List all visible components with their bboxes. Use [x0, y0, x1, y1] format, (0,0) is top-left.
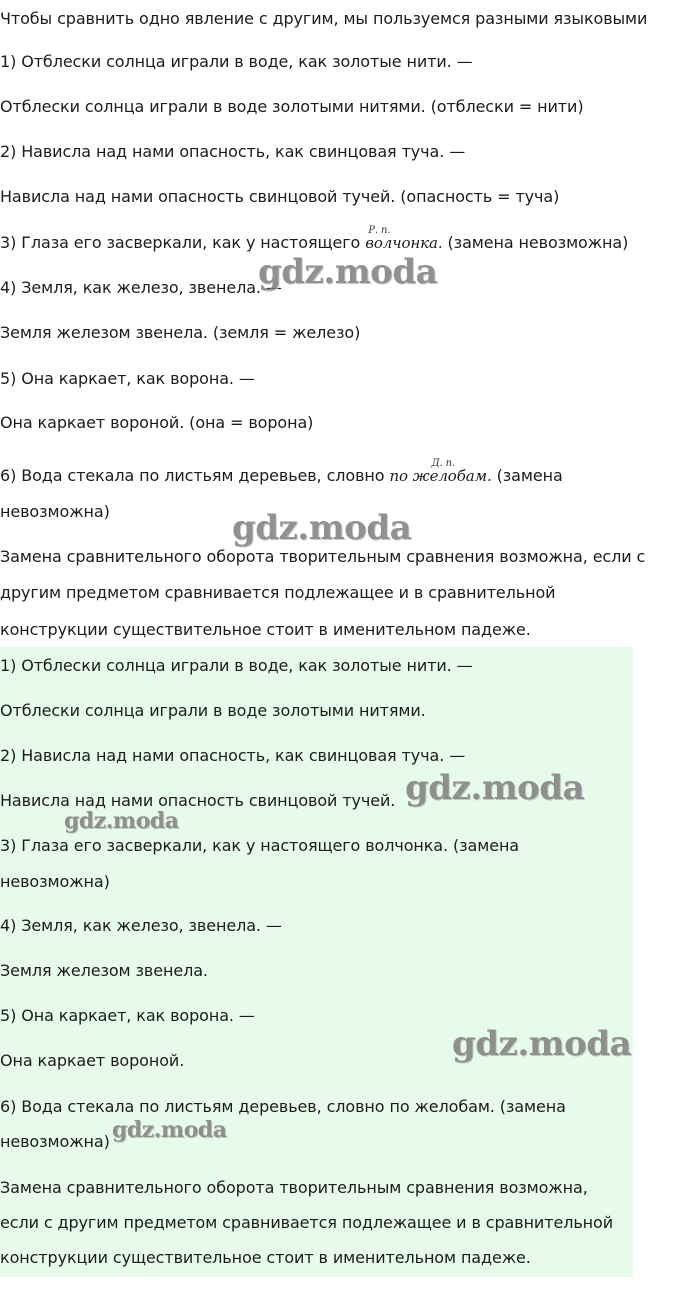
case-label-dative: Д. п.: [431, 458, 456, 469]
watermark: gdz.moda: [405, 768, 585, 808]
rule-line-3: конструкции существительное стоит в именительном падеже.: [0, 620, 531, 639]
example-4-replaced: Земля железом звенела. (земля = железо): [0, 323, 361, 342]
answer-2-replaced: Нависла над нами опасность свинцовой тучей.: [0, 791, 396, 810]
answer-2-original: 2) Нависла над нами опасность, как свинцовая туча. —: [0, 746, 466, 765]
example-3-text-end: (замена невозможна): [442, 233, 629, 252]
example-2-replaced: Нависла над нами опасность свинцовой тучей. (опасность = туча): [0, 187, 560, 206]
watermark: gdz.moda: [452, 1024, 632, 1064]
intro-text: Чтобы сравнить одно явление с другим, мы пользуемся разными языковыми: [0, 9, 648, 28]
watermark: gdz.moda: [64, 808, 179, 834]
answer-rule-line-3: конструкции существительное стоит в именительном падеже.: [0, 1248, 531, 1267]
watermark: gdz.moda: [232, 508, 412, 548]
answer-5-original: 5) Она каркает, как ворона. —: [0, 1006, 255, 1025]
answer-rule-line-1: Замена сравнительного оборота творительным сравнения возможна,: [0, 1178, 588, 1197]
answer-rule-line-2: если с другим предметом сравнивается подлежащее и в сравнительной: [0, 1213, 614, 1232]
example-3-italic-word: [365, 225, 443, 252]
rule-line-2: другим предметом сравнивается подлежащее и в сравнительной: [0, 583, 556, 602]
answer-1-replaced: Отблески солнца играли в воде золотыми нитями.: [0, 701, 426, 720]
answer-1-original: 1) Отблески солнца играли в воде, как золотые нити. —: [0, 656, 473, 675]
case-label-genitive: Р. п.: [368, 225, 391, 236]
example-4-original: 4) Земля, как железо, звенела. —: [0, 278, 282, 297]
answer-4-original: 4) Земля, как железо, звенела. —: [0, 916, 282, 935]
answer-4-replaced: Земля железом звенела.: [0, 961, 208, 980]
example-3-text-start: 3) Глаза его засверкали, как у настоящего: [0, 233, 366, 252]
example-5-original: 5) Она каркает, как ворона. —: [0, 369, 255, 388]
rule-line-1: Замена сравнительного оборота творительным сравнения возможна, если с: [0, 547, 646, 566]
answer-6-continuation: невозможна): [0, 1132, 110, 1151]
answer-3-line: 3) Глаза его засверкали, как у настоящего волчонка. (замена: [0, 836, 520, 855]
example-5-replaced: Она каркает вороной. (она = ворона): [0, 413, 314, 432]
example-6-italic-word: [389, 458, 492, 485]
answer-5-replaced: Она каркает вороной.: [0, 1051, 185, 1070]
answer-6-line: 6) Вода стекала по листьям деревьев, словно по желобам. (замена: [0, 1097, 566, 1116]
watermark: gdz.moda: [258, 252, 438, 292]
example-6-text-start: 6) Вода стекала по листьям деревьев, словно: [0, 466, 390, 485]
example-3-word: волчонка.: [365, 234, 443, 252]
answer-3-continuation: невозможна): [0, 872, 110, 891]
example-1-replaced: Отблески солнца играли в воде золотыми нитями. (отблески = нити): [0, 97, 584, 116]
example-2-original: 2) Нависла над нами опасность, как свинцовая туча. —: [0, 142, 466, 161]
example-1-original: 1) Отблески солнца играли в воде, как золотые нити. —: [0, 52, 473, 71]
watermark: gdz.moda: [112, 1117, 227, 1143]
example-6-word: по желобам.: [389, 467, 492, 485]
example-6-line: [0, 458, 563, 487]
example-6-continuation: невозможна): [0, 502, 110, 521]
example-6-text-end: (замена: [491, 466, 563, 485]
example-3-line: [0, 225, 629, 254]
